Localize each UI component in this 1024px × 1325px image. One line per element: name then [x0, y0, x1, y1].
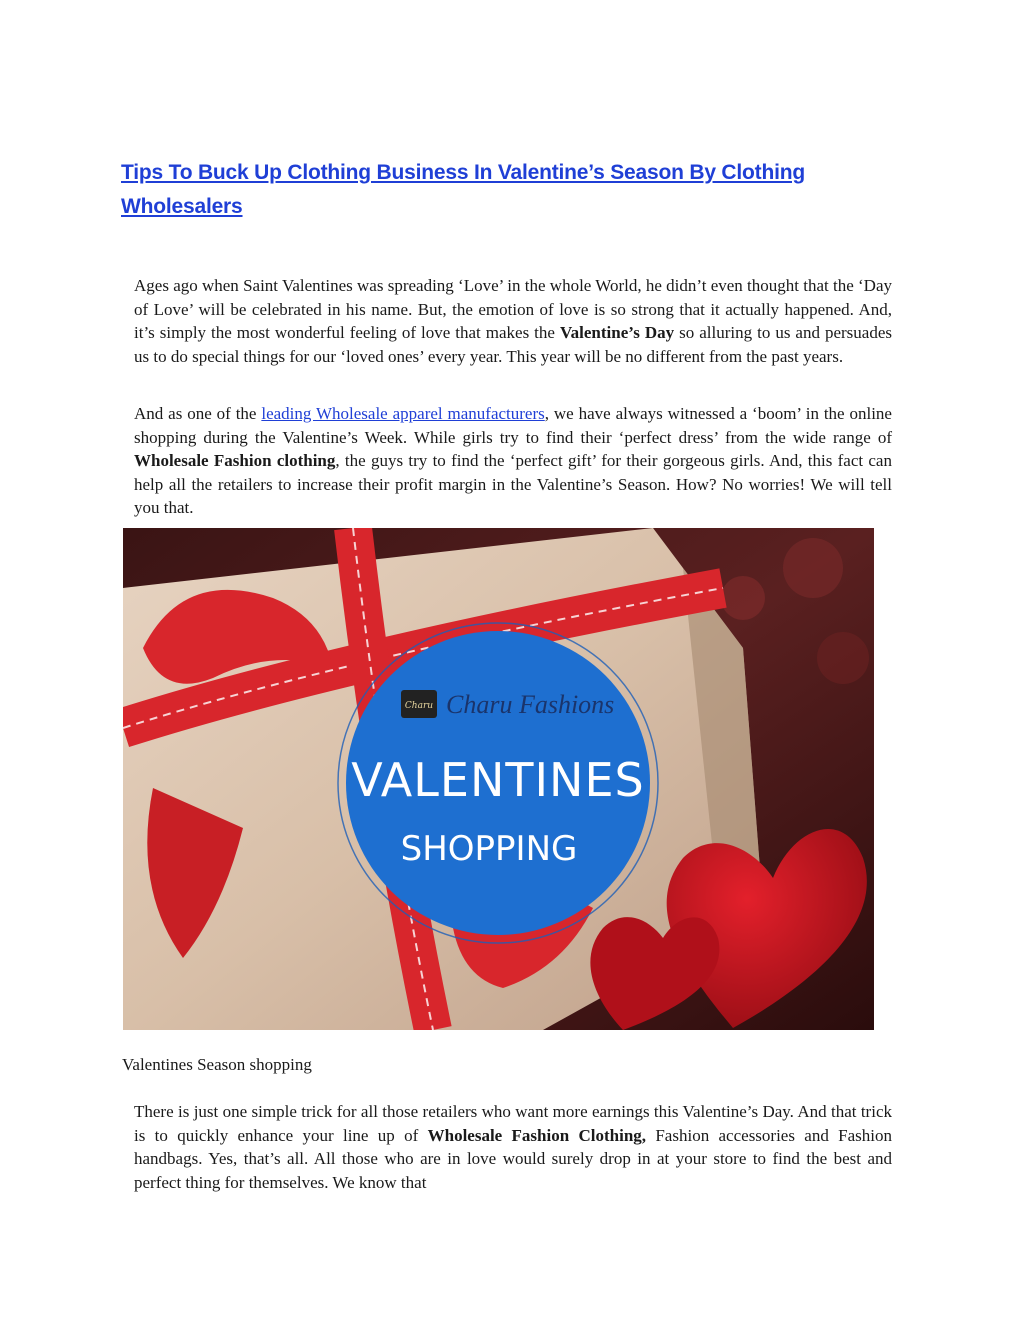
valentines-shopping-image [123, 528, 874, 1030]
paragraph-trick [134, 1100, 892, 1194]
paragraph-manufacturers-text-1: And as one of the [134, 404, 262, 423]
bokeh [783, 538, 843, 598]
bokeh [817, 632, 869, 684]
wholesale-manufacturers-link[interactable]: leading Wholesale apparel manufacturers [261, 404, 545, 423]
paragraph-intro [134, 274, 892, 368]
paragraph-intro-bold: Valentine’s Day [559, 323, 675, 342]
paragraph-manufacturers-bold: Wholesale Fashion clothing [134, 451, 336, 470]
banner-line-1: VALENTINES [351, 753, 645, 807]
paragraph-trick-bold: Wholesale Fashion Clothing, [427, 1125, 647, 1145]
paragraph-trick-text-1: There is just one simple trick for all those retailers who want more earnings this Valentine’s Day. And that trick is to quickly enhance your line up of [134, 1102, 892, 1145]
page-title: Tips To Buck Up Clothing Business In Valentine’s Season By Clothing Wholesalers [121, 161, 805, 218]
paragraph-manufacturers-text-3: , the guys try to find the ‘perfect gift’ for their gorgeous girls. And, this fact can help all the retailers to increase their profit margin in the Valentine’s Season. How? No worries! We will tell you that. [134, 451, 892, 517]
paragraph-manufacturers [134, 402, 892, 520]
brand-logo-mark: Charu [404, 701, 434, 711]
bokeh [721, 576, 765, 620]
paragraph-intro-text-2: so alluring to us and persuades us to do special things for our ‘loved ones’ every year. This year will be no different from the past years. [134, 323, 892, 366]
banner-line-2: SHOPPING [400, 829, 578, 869]
paragraph-manufacturers-text-2: , we have always witnessed a ‘boom’ in the online shopping during the Valentine’s Week. While girls try to find their ‘perfect dress’ from the wide range of [134, 404, 892, 447]
paragraph-intro-text-1: Ages ago when Saint Valentines was spreading ‘Love’ in the whole World, he didn’t even thought that the ‘Day of Love’ will be celebrated in his name. But, the emotion of love is so strong that it actually happened. And, it’s simply the most wonderful feeling of love that makes the [134, 276, 892, 342]
image-caption: Valentines Season shopping [122, 1055, 312, 1074]
brand-name: Charu Fashions [446, 690, 615, 719]
paragraph-trick-text-2: Fashion accessories and Fashion handbags. Yes, that’s all. All those who are in love would surely drop in at your store to find the best and perfect thing for themselves. We know that [134, 1125, 892, 1192]
